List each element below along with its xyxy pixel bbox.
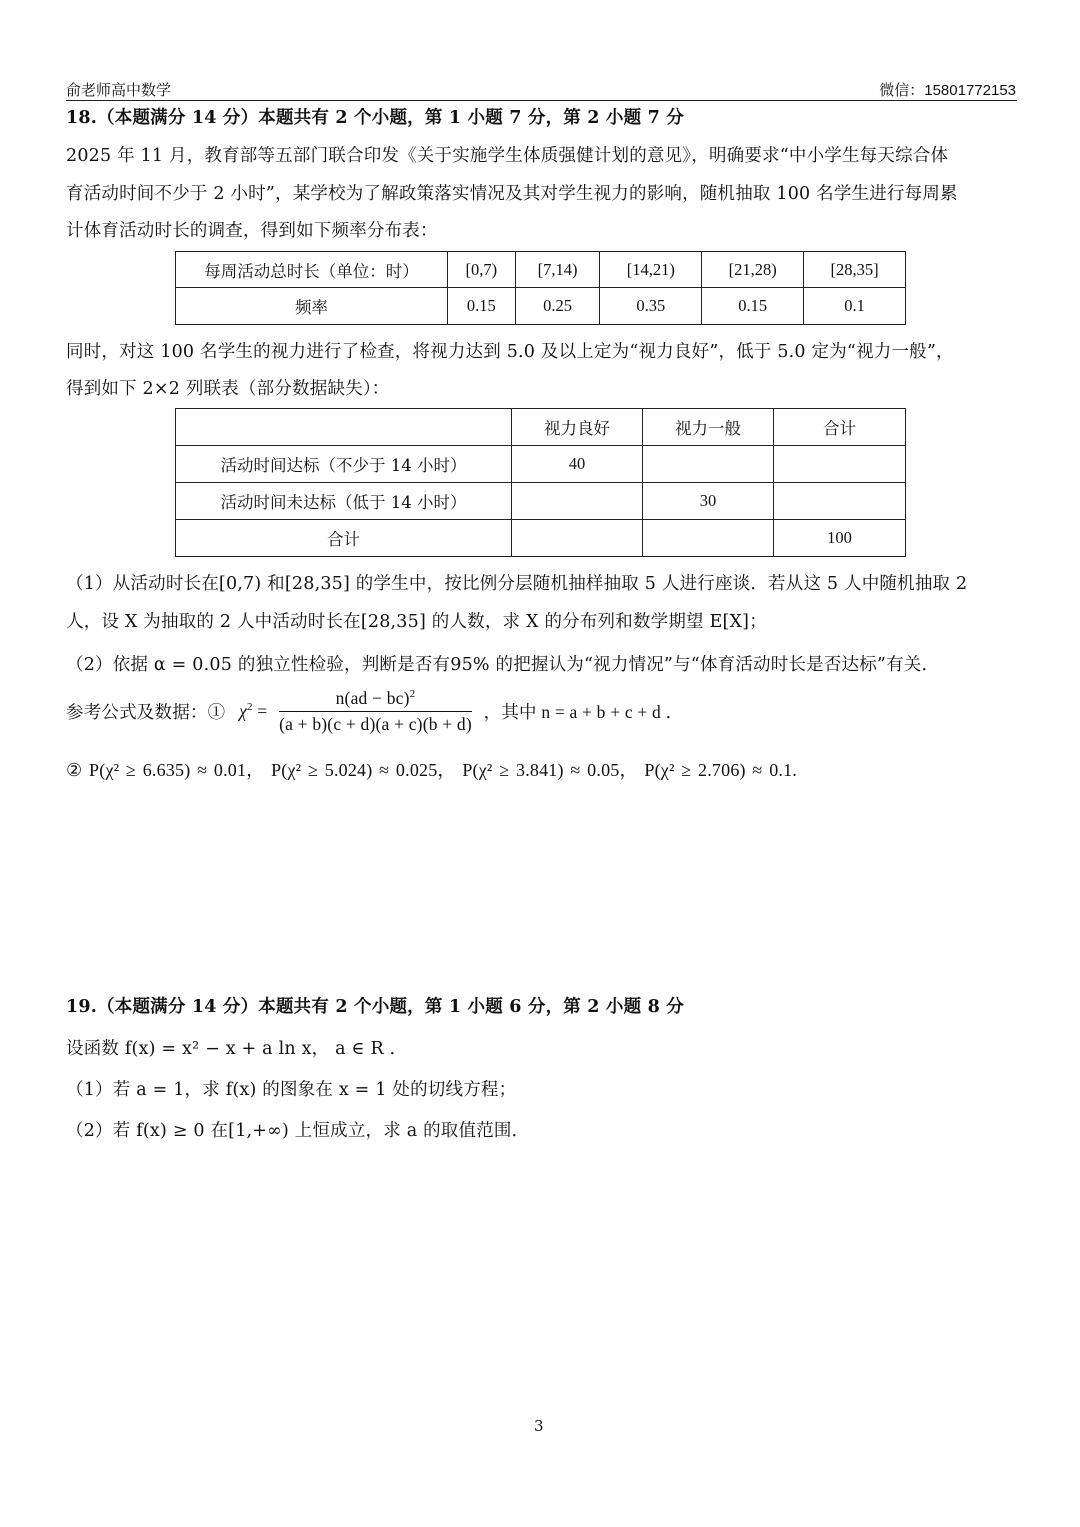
header-right: 微信：15801772153	[879, 82, 1016, 99]
frequency-table	[175, 251, 906, 325]
contingency-table	[175, 408, 906, 557]
q19-part1: （1）若 a = 1，求 f(x) 的图象在 x = 1 处的切线方程；	[66, 1080, 517, 1100]
q18-paragraph-line-4: 同时，对这 100 名学生的视力进行了检查，将视力达到 5.0 及以上定为“视力良好”，低于 5.0 定为“视力一般”，	[66, 342, 954, 362]
formula-tail: ，其中 n = a + b + c + d ．	[483, 702, 684, 722]
freq-value: 0.25	[515, 288, 600, 325]
cont-cell	[512, 483, 643, 520]
q18-paragraph-line-5: 得到如下 2×2 列联表（部分数据缺失）：	[66, 379, 390, 399]
cont-cell	[643, 446, 774, 483]
cont-cell	[774, 483, 906, 520]
cont-cell	[512, 520, 643, 557]
chi-square-fraction	[279, 688, 472, 735]
cont-row-label: 合计	[176, 520, 512, 557]
q19-part2: （2）若 f(x) ≥ 0 在[1,+∞) 上恒成立，求 a 的取值范围．	[66, 1121, 530, 1141]
q18-part1-line-1: （1）从活动时长在[0,7) 和[28,35] 的学生中，按比例分层随机抽样抽取 5 人进行座谈．若从这 5 人中随机抽取 2	[66, 574, 968, 594]
freq-interval: [7,14)	[515, 252, 600, 288]
cont-col-header: 合计	[774, 409, 906, 446]
freq-value: 0.15	[702, 288, 804, 325]
cont-col-header: 视力一般	[643, 409, 774, 446]
probability-data-line: ② P(χ² ≥ 6.635) ≈ 0.01， P(χ² ≥ 5.024) ≈ 0.025， P(χ² ≥ 3.841) ≈ 0.05， P(χ² ≥ 2.706) ≈ 0.1.	[66, 760, 798, 780]
fraction-denominator: (a + b)(c + d)(a + c)(b + d)	[279, 714, 472, 734]
cont-cell	[774, 446, 906, 483]
q18-paragraph-line-2: 育活动时间不少于 2 小时”，某学校为了解政策落实情况及其对学生视力的影响，随机抽取 100 名学生进行每周累	[66, 184, 958, 204]
cont-cell: 40	[512, 446, 643, 483]
cont-col-header: 视力良好	[512, 409, 643, 446]
q18-paragraph-line-1: 2025 年 11 月，教育部等五部门联合印发《关于实施学生体质强健计划的意见》，明确要求“中小学生每天综合体	[66, 146, 949, 166]
freq-interval: [0,7)	[448, 252, 516, 288]
cont-row-label: 活动时间达标（不少于 14 小时）	[176, 446, 512, 483]
q19-title: 19.（本题满分 14 分）本题共有 2 个小题，第 1 小题 6 分，第 2 小题 8 分	[66, 997, 684, 1017]
cont-cell: 30	[643, 483, 774, 520]
freq-header-label: 每周活动总时长（单位：时）	[176, 252, 448, 288]
q18-part2: （2）依据 α = 0.05 的独立性检验，判断是否有95% 的把握认为“视力情况”与“体育活动时长是否达标”有关．	[66, 655, 940, 675]
freq-interval: [28,35]	[804, 252, 906, 288]
formula-ref-label: 参考公式及数据：①	[66, 703, 226, 723]
formula-line	[66, 688, 1017, 735]
freq-value: 0.35	[600, 288, 702, 325]
freq-value: 0.1	[804, 288, 906, 325]
page-number: 3	[534, 1417, 544, 1435]
q18-paragraph-line-3: 计体育活动时长的调查，得到如下频率分布表：	[66, 221, 438, 241]
q18-title: 18.（本题满分 14 分）本题共有 2 个小题，第 1 小题 7 分，第 2 小题 7 分	[66, 108, 684, 128]
freq-value: 0.15	[448, 288, 516, 325]
chi-square-symbol: $\chi^2$ =	[239, 701, 268, 721]
cont-row-label: 活动时间未达标（低于 14 小时）	[176, 483, 512, 520]
freq-interval: [14,21)	[600, 252, 702, 288]
cont-cell	[643, 520, 774, 557]
q18-part1-line-2: 人，设 X 为抽取的 2 人中活动时长在[28,35] 的人数，求 X 的分布列和数学期望 E[X]；	[66, 612, 767, 632]
cont-cell: 100	[774, 520, 906, 557]
freq-row-label: 频率	[176, 288, 448, 325]
cont-corner-cell	[176, 409, 512, 446]
header-rule	[66, 100, 1017, 101]
q19-definition: 设函数 f(x) = x² − x + a ln x， a ∈ R ．	[66, 1039, 408, 1059]
fraction-numerator: n(ad − bc)$^2$	[279, 688, 472, 712]
header-left: 俞老师高中数学	[66, 82, 172, 99]
freq-interval: [21,28)	[702, 252, 804, 288]
